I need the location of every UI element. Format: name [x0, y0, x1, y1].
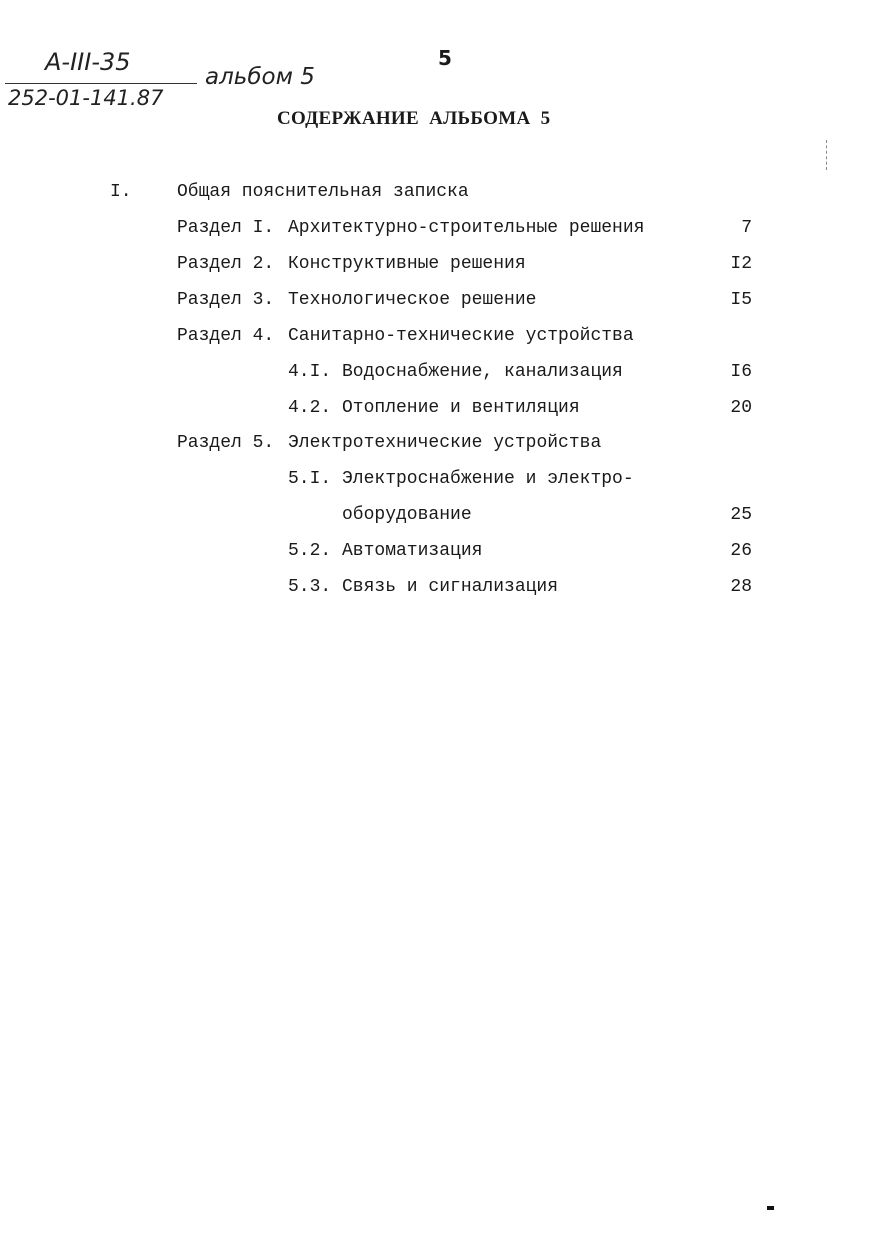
- toc-entry-label: Раздел I.: [177, 218, 275, 238]
- toc-section-number: I.: [110, 182, 132, 202]
- toc-entry-page: 26: [730, 541, 752, 561]
- toc-entry-label: 5.3.: [288, 577, 332, 597]
- toc-entry-label: 4.I.: [288, 362, 332, 382]
- handwritten-album: альбом 5: [205, 64, 315, 90]
- toc-section-title: Общая пояснительная записка: [177, 182, 469, 202]
- handwritten-code-top: А-III-35: [45, 48, 131, 76]
- toc-entry-label: 5.2.: [288, 541, 332, 561]
- toc-entry-title: Технологическое решение: [288, 290, 537, 310]
- toc-entry-label: Раздел 2.: [177, 254, 275, 274]
- toc-entry-title: Архитектурно-строительные решения: [288, 218, 645, 238]
- toc-entry-title: Электроснабжение и электро-: [342, 469, 634, 489]
- toc-entry-label: Раздел 3.: [177, 290, 275, 310]
- toc-entry-page: 20: [730, 398, 752, 418]
- toc-entry-title: Водоснабжение, канализация: [342, 362, 623, 382]
- scan-mark: [767, 1206, 774, 1210]
- toc-entry-label: Раздел 4.: [177, 326, 275, 346]
- toc-entry-label: 4.2.: [288, 398, 332, 418]
- toc-entry-label: Раздел 5.: [177, 433, 275, 453]
- toc-entry-title: Конструктивные решения: [288, 254, 526, 274]
- toc-entry-title: Связь и сигнализация: [342, 577, 559, 597]
- fraction-line: [5, 83, 197, 84]
- handwritten-code-bottom: 252-01-141.87: [8, 86, 164, 110]
- toc-entry-page: 28: [730, 577, 752, 597]
- toc-entry-label: 5.I.: [288, 469, 332, 489]
- toc-entry-page: 25: [730, 505, 752, 525]
- toc-entry-page: I5: [730, 290, 752, 310]
- toc-entry-title: Автоматизация: [342, 541, 483, 561]
- toc-entry-page: I2: [730, 254, 752, 274]
- toc-entry-title: Электротехнические устройства: [288, 433, 602, 453]
- toc-entry-title: Отопление и вентиляция: [342, 398, 580, 418]
- toc-entry-page: I6: [730, 362, 752, 382]
- toc-entry-page: 7: [741, 218, 752, 238]
- scan-mark: [826, 140, 828, 170]
- toc-entry-title: оборудование: [342, 505, 472, 525]
- toc-entry-title: Санитарно-технические устройства: [288, 326, 634, 346]
- page-number: 5: [438, 46, 452, 70]
- page-title: СОДЕРЖАНИЕ АЛЬБОМА 5: [277, 108, 551, 129]
